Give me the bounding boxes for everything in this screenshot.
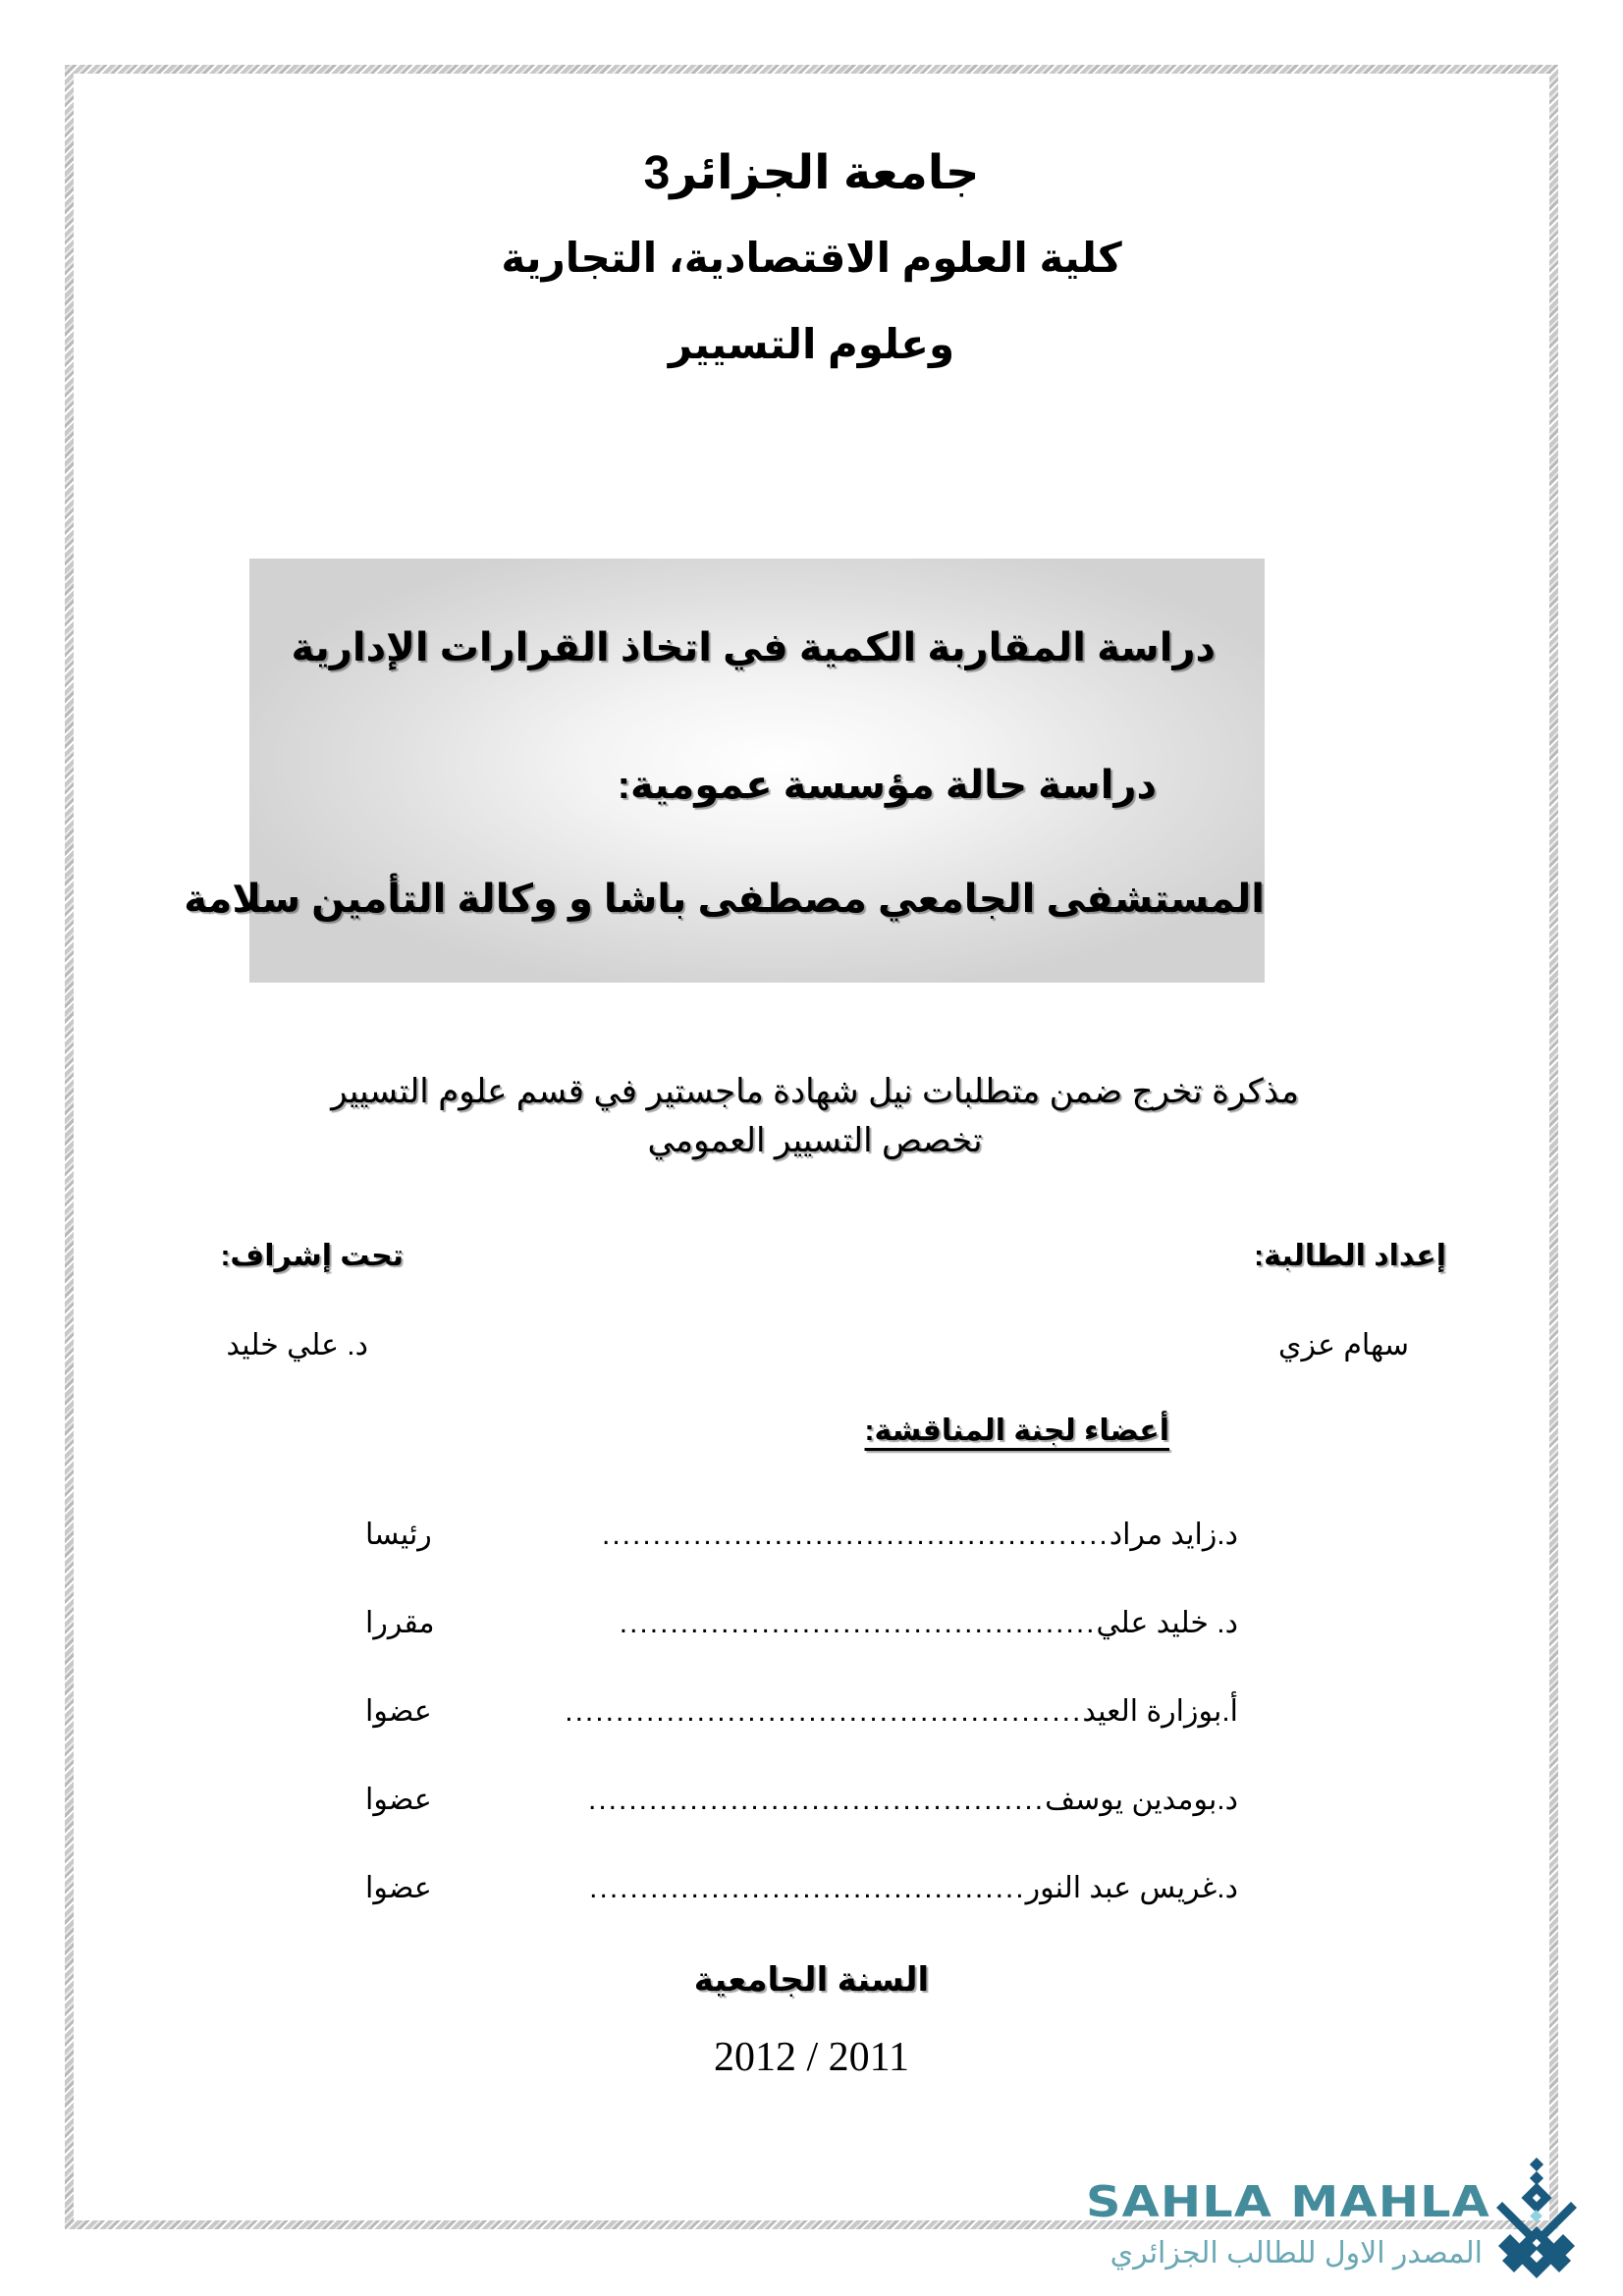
member-role: مقررا	[365, 1607, 435, 1639]
calligraphy-logo-icon	[1492, 2158, 1581, 2280]
dotted-leader: .............................................	[588, 1784, 1046, 1816]
member-name: أ.بوزارة العيد	[1082, 1695, 1238, 1728]
dotted-leader: ...................................................	[565, 1695, 1083, 1728]
faculty-name-line1: كلية العلوم الاقتصادية، التجارية	[501, 235, 1122, 281]
committee-member-row	[365, 1518, 1238, 1557]
academic-year-value: 2012 / 2011	[713, 2035, 910, 2080]
supervisor-label: تحت إشراف:	[220, 1240, 404, 1272]
thesis-title-line2: دراسة حالة مؤسسة عمومية:	[617, 764, 1157, 807]
member-role: عضوا	[365, 1872, 432, 1904]
specialization: تخصص التسيير العمومي	[647, 1122, 983, 1159]
academic-year-label: السنة الجامعية	[693, 1961, 930, 1999]
thesis-title-line1: دراسة المقاربة الكمية في اتخاذ القرارات الإدارية	[291, 626, 1216, 669]
student-name: سهام عزي	[1278, 1329, 1409, 1362]
committee-header: أعضاء لجنة المناقشة:	[864, 1415, 1169, 1447]
committee-member-row	[365, 1871, 1238, 1910]
watermark-tagline: المصدر الاول للطالب الجزائري	[1109, 2237, 1483, 2269]
thesis-title-box	[184, 559, 1265, 983]
member-name: د. خليد علي	[1096, 1607, 1238, 1639]
committee-member-row	[365, 1783, 1238, 1822]
supervisor-name: د. علي خليد	[226, 1329, 368, 1362]
member-name: د.غريس عبد النور	[1025, 1872, 1238, 1904]
member-role: عضوا	[365, 1695, 432, 1728]
member-role: رئيسا	[365, 1519, 432, 1551]
committee-member-row	[365, 1606, 1238, 1645]
sahla-mahla-watermark	[1080, 2177, 1591, 2285]
watermark-brand: SAHLA MAHLA	[1086, 2177, 1490, 2227]
member-name: د.بومدين يوسف	[1045, 1784, 1238, 1816]
committee-member-row	[365, 1694, 1238, 1734]
dotted-leader: ...............................................	[619, 1607, 1097, 1639]
degree-statement: مذكرة تخرج ضمن متطلبات نيل شهادة ماجستير في قسم علوم التسيير	[331, 1073, 1299, 1110]
thesis-title-line3: المستشفى الجامعي مصطفى باشا و وكالة التأمين سلامة	[184, 878, 1265, 921]
member-role: عضوا	[365, 1784, 432, 1816]
dotted-leader: ..................................................	[601, 1519, 1109, 1551]
dotted-leader: ...........................................	[589, 1872, 1026, 1904]
member-name: د.زايد مراد	[1109, 1519, 1238, 1551]
university-name: جامعة الجزائر3	[643, 147, 980, 199]
student-label: إعداد الطالبة:	[1254, 1240, 1446, 1272]
faculty-name-line2: وعلوم التسيير	[668, 321, 955, 367]
